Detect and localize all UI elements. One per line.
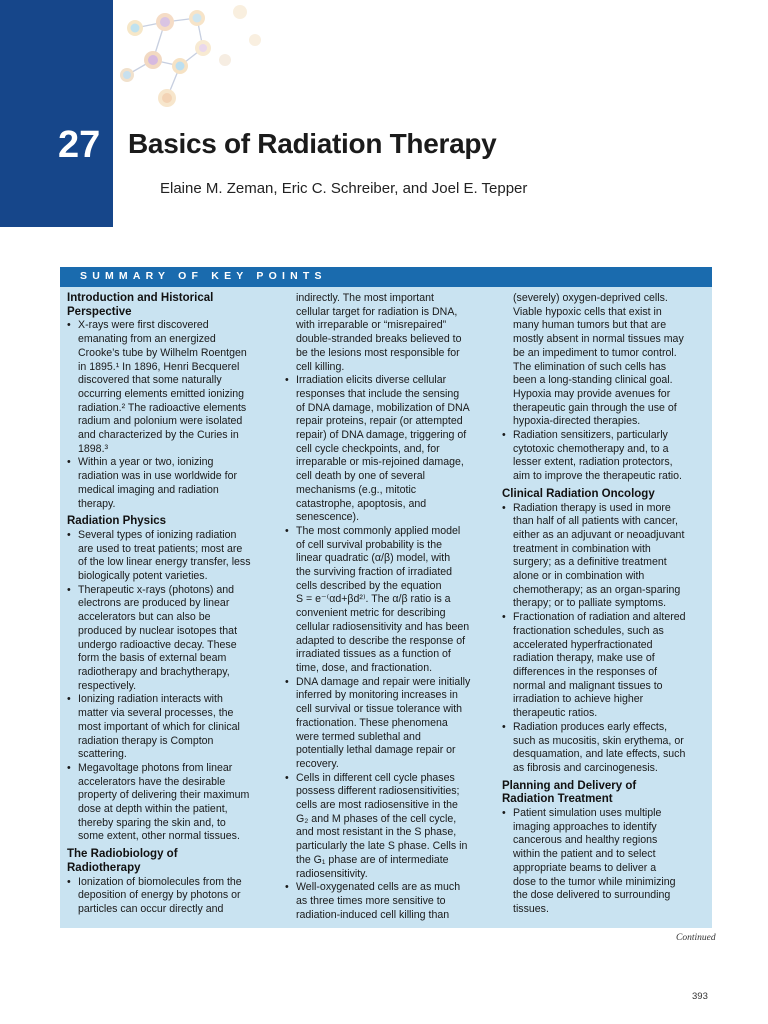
text-line: occurring elements emitted ionizing xyxy=(78,387,245,400)
text-line: such as mucositis, skin erythema, or xyxy=(513,734,684,747)
text-line: matter via several processes, the xyxy=(78,707,234,720)
text-line: dose at depth within the patient, xyxy=(78,803,228,816)
text-line: cells described by the equation xyxy=(296,579,442,592)
bullet-icon: • xyxy=(67,456,71,469)
bullet-text: Patient simulation uses multiple xyxy=(513,807,662,820)
bullet-text: Well-oxygenated cells are as much xyxy=(296,881,461,894)
text-line: therapeutic ratios. xyxy=(513,707,598,720)
text-line: thereby sparing the skin and, to xyxy=(78,816,226,829)
text-line: time, dose, and fractionation. xyxy=(296,661,433,674)
text-line: irreparable or mis-rejoined damage, xyxy=(296,456,464,469)
chapter-header-block xyxy=(0,0,113,227)
text-line: cell survival or tissue tolerance with xyxy=(296,703,463,716)
text-line: Crooke’s tube by Wilhelm Roentgen xyxy=(78,346,247,359)
chapter-authors: Elaine M. Zeman, Eric C. Schreiber, and Joel E. Tepper xyxy=(160,180,528,197)
bullet-point-line xyxy=(285,881,490,895)
text-line: repair proteins, repair (or attempted xyxy=(296,415,463,428)
bullet-text: Radiation therapy is used in more xyxy=(513,501,671,514)
bullet-icon: • xyxy=(67,319,71,332)
text-line: indirectly. The most important xyxy=(296,292,434,304)
text-line: either as an adjuvant or neoadjuvant xyxy=(513,528,685,541)
bullet-icon: • xyxy=(502,501,506,514)
text-line: Viable hypoxic cells that exist in xyxy=(513,305,662,318)
page-number: 393 xyxy=(692,991,708,1002)
text-line: been a long-standing clinical goal. xyxy=(513,374,673,387)
continued-note: Continued xyxy=(676,933,716,943)
text-line: cellular target for radiation is DNA, xyxy=(296,305,458,318)
bullet-icon: • xyxy=(285,881,289,894)
text-line: linear quadratic (α/β) model, with xyxy=(296,552,451,565)
section-heading: Radiation Treatment xyxy=(502,793,613,806)
text-line: repair) of DNA damage, triggering of xyxy=(296,429,467,442)
text-line: aim to improve the therapeutic ratio. xyxy=(513,470,682,483)
section-heading: Radiotherapy xyxy=(67,861,141,874)
text-line: therapeutic gain through the use of xyxy=(513,401,677,414)
text-line: alone or in combination with xyxy=(513,570,645,583)
bullet-text: Fractionation of radiation and altered xyxy=(513,611,686,624)
summary-column-2 xyxy=(285,292,490,922)
text-line: discovered that some naturally xyxy=(78,374,222,387)
bullet-icon: • xyxy=(67,761,71,774)
bullet-text: Radiation sensitizers, particularly xyxy=(513,429,668,442)
text-line: undergo radioactive decay. These xyxy=(78,638,237,651)
bullet-icon: • xyxy=(285,771,289,784)
text-line: electrons are produced by linear xyxy=(78,597,230,610)
text-line: be an impediment to tumor control. xyxy=(513,346,677,359)
section-heading: Radiation Physics xyxy=(67,515,167,528)
section-heading: Planning and Delivery of xyxy=(502,779,637,792)
text-line: potentially lethal damage repair or xyxy=(296,744,456,757)
text-line: as three times more sensitive to xyxy=(296,894,446,907)
text-line: cytotoxic chemotherapy and, to a xyxy=(513,442,669,455)
text-line: emanating from an energized xyxy=(78,333,216,346)
bullet-point-line xyxy=(67,876,272,890)
bullet-icon: • xyxy=(502,807,506,820)
bullet-point-line xyxy=(67,319,272,333)
text-line: radiation-induced cell killing than xyxy=(296,908,450,921)
text-line: The elimination of such cells has xyxy=(513,360,667,373)
text-line: than half of all patients with cancer, xyxy=(513,515,678,528)
text-line: chemotherapy; as an organ-sparing xyxy=(513,583,681,596)
text-line: were termed sublethal and xyxy=(296,730,421,743)
text-line: fractionation. These phenomena xyxy=(296,716,448,729)
text-line: fractionation schedules, such as xyxy=(513,624,664,637)
text-line: deposition of energy by photons or xyxy=(78,889,241,902)
text-line: treatment in combination with xyxy=(513,542,651,555)
text-line: recovery. xyxy=(296,757,339,770)
text-line: hypoxia-directed therapies. xyxy=(513,415,641,428)
text-line: radiotherapy and brachytherapy, xyxy=(78,665,230,678)
text-line: produced by nuclear isotopes that xyxy=(78,624,238,637)
text-line: therapy. xyxy=(78,497,116,510)
text-line: cells are most radiosensitive in the xyxy=(296,799,458,812)
text-line: G₂ and M phases of the cell cycle, xyxy=(296,812,457,825)
bullet-icon: • xyxy=(67,693,71,706)
bullet-text: Several types of ionizing radiation xyxy=(78,528,237,541)
molecule-network-icon xyxy=(105,0,275,120)
text-line: differences in the responses of xyxy=(513,665,658,678)
text-line: S = e⁻⁽αd+βd²⁾. The α/β ratio is a xyxy=(296,593,451,606)
text-line: scattering. xyxy=(78,748,127,761)
bullet-text: Cells in different cell cycle phases xyxy=(296,771,455,784)
bullet-icon: • xyxy=(502,611,506,624)
text-line: inferred by monitoring increases in xyxy=(296,689,458,702)
section-heading: The Radiobiology of xyxy=(67,848,178,861)
bullet-icon: • xyxy=(285,675,289,688)
bullet-icon: • xyxy=(67,875,71,888)
section-heading: Introduction and Historical xyxy=(67,292,214,304)
text-line: medical imaging and radiation xyxy=(78,483,219,496)
bullet-icon: • xyxy=(502,720,506,733)
text-line: 1898.³ xyxy=(78,442,109,455)
text-line: tissues. xyxy=(513,902,549,915)
section-heading: Perspective xyxy=(67,305,132,318)
text-line: therapy; or to palliate symptoms. xyxy=(513,597,667,610)
text-line: some extent, other normal tissues. xyxy=(78,830,240,843)
text-line: are used to treat patients; most are xyxy=(78,542,243,555)
bullet-icon: • xyxy=(67,528,71,541)
text-line: Hypoxia may provide avenues for xyxy=(513,387,671,400)
text-line: and characterized by the Curies in xyxy=(78,429,239,442)
summary-box xyxy=(60,287,712,928)
bullet-point-line xyxy=(502,611,707,625)
text-line: cancerous and healthy regions xyxy=(513,834,658,847)
summary-header-bar xyxy=(60,267,712,287)
text-line: the G₁ phase are of intermediate xyxy=(296,853,449,866)
text-line: as fibrosis and carcinogenesis. xyxy=(513,761,658,774)
bullet-text: Irradiation elicits diverse cellular xyxy=(296,374,447,387)
text-line: (severely) oxygen-deprived cells. xyxy=(513,292,668,304)
bullet-icon: • xyxy=(67,583,71,596)
text-line: adapted to describe the response of xyxy=(296,634,466,647)
bullet-text: Ionization of biomolecules from the xyxy=(78,875,242,888)
summary-heading: SUMMARY OF KEY POINTS xyxy=(80,270,327,282)
text-line: imaging approaches to identify xyxy=(513,820,657,833)
text-line: with irreparable or “misrepaired” xyxy=(296,319,447,332)
text-line: of DNA damage, mobilization of DNA xyxy=(296,401,470,414)
bullet-point-line xyxy=(285,772,490,786)
bullet-point-line xyxy=(67,529,272,543)
text-line: senescence). xyxy=(296,511,360,524)
text-line: irradiated tissues as a function of xyxy=(296,648,451,661)
text-line: of cell survival probability is the xyxy=(296,538,443,551)
chapter-title: Basics of Radiation Therapy xyxy=(128,128,497,159)
text-line: biologically potent varieties. xyxy=(78,570,208,583)
summary-column-1 xyxy=(67,292,272,917)
text-line: possess different radiosensitivities; xyxy=(296,785,460,798)
bullet-point-line xyxy=(502,721,707,735)
bullet-point-line xyxy=(502,807,707,821)
bullet-text: Ionizing radiation interacts with xyxy=(78,693,223,706)
text-line: within the patient and to select xyxy=(513,848,656,861)
text-line: desquamation, and late effects, such xyxy=(513,748,686,761)
text-line: form the basis of external beam xyxy=(78,652,227,665)
text-line: particles can occur directly and xyxy=(78,902,224,915)
text-line: the dose delivered to surrounding xyxy=(513,889,671,902)
text-line: appropriate beams to deliver a xyxy=(513,861,657,874)
text-line: respectively. xyxy=(78,679,137,692)
bullet-icon: • xyxy=(285,374,289,387)
text-line: radiation therapy is Compton xyxy=(78,734,214,747)
bullet-icon: • xyxy=(285,524,289,537)
text-line: of the low linear energy transfer, less xyxy=(78,556,251,569)
text-line: convenient metric for describing xyxy=(296,607,446,620)
bullet-point-line xyxy=(285,374,490,388)
text-line: many human tumors but that are xyxy=(513,319,667,332)
text-line: radiation.² The radioactive elements xyxy=(78,401,247,414)
text-line: cell death by one of several xyxy=(296,470,425,483)
section-heading: Clinical Radiation Oncology xyxy=(502,487,655,500)
text-line: radiosensitivity. xyxy=(296,867,368,880)
text-line: surgery; as a definitive treatment xyxy=(513,556,667,569)
text-line: property of delivering their maximum xyxy=(78,789,250,802)
text-line: mechanisms (e.g., mitotic xyxy=(296,483,417,496)
bullet-text: Therapeutic x-rays (photons) and xyxy=(78,583,235,596)
text-line: cell killing. xyxy=(296,360,345,373)
text-line: accelerators but can also be xyxy=(78,611,211,624)
bullet-point-line xyxy=(67,762,272,776)
bullet-icon: • xyxy=(502,429,506,442)
text-line: be the lesions most responsible for xyxy=(296,346,460,359)
text-line: and most resistant in the S phase, xyxy=(296,826,457,839)
text-line: radiation therapy, make use of xyxy=(513,652,655,665)
text-line: irradiation to achieve higher xyxy=(513,693,644,706)
text-line: most important of which for clinical xyxy=(78,720,240,733)
bullet-point-line xyxy=(67,584,272,598)
text-line: particularly the late S phase. Cells in xyxy=(296,840,468,853)
text-line: radiation was in use worldwide for xyxy=(78,470,237,483)
text-line: mostly absent in normal tissues may xyxy=(513,333,684,346)
bullet-point-line xyxy=(67,456,272,470)
text-line: dose to the tumor while minimizing xyxy=(513,875,676,888)
bullet-point-line xyxy=(285,525,490,539)
text-line: double-stranded breaks believed to xyxy=(296,333,462,346)
bullet-text: Megavoltage photons from linear xyxy=(78,761,233,774)
text-line: the surviving fraction of irradiated xyxy=(296,566,453,579)
text-line: catastrophe, apoptosis, and xyxy=(296,497,427,510)
text-line: cell cycle checkpoints, and, for xyxy=(296,442,440,455)
text-line: lesser extent, radiation protectors, xyxy=(513,456,673,469)
text-line: normal and malignant tissues to xyxy=(513,679,663,692)
text-line: accelerators have the desirable xyxy=(78,775,226,788)
text-line: accelerated hyperfractionated xyxy=(513,638,653,651)
bullet-point-line xyxy=(285,676,490,690)
bullet-text: Within a year or two, ionizing xyxy=(78,456,214,469)
bullet-text: DNA damage and repair were initially xyxy=(296,675,471,688)
bullet-text: The most commonly applied model xyxy=(296,524,461,537)
text-line: responses that include the sensing xyxy=(296,387,460,400)
chapter-number: 27 xyxy=(58,124,101,166)
text-line: radium and polonium were isolated xyxy=(78,415,243,428)
text-line: cellular radiosensitivity and has been xyxy=(296,620,470,633)
bullet-text: X-rays were first discovered xyxy=(78,319,209,332)
bullet-point-line xyxy=(502,502,707,516)
bullet-point-line xyxy=(502,429,707,443)
summary-column-3 xyxy=(502,292,707,917)
bullet-text: Radiation produces early effects, xyxy=(513,720,668,733)
text-line: in 1895.¹ In 1896, Henri Becquerel xyxy=(78,360,240,373)
bullet-point-line xyxy=(67,693,272,707)
